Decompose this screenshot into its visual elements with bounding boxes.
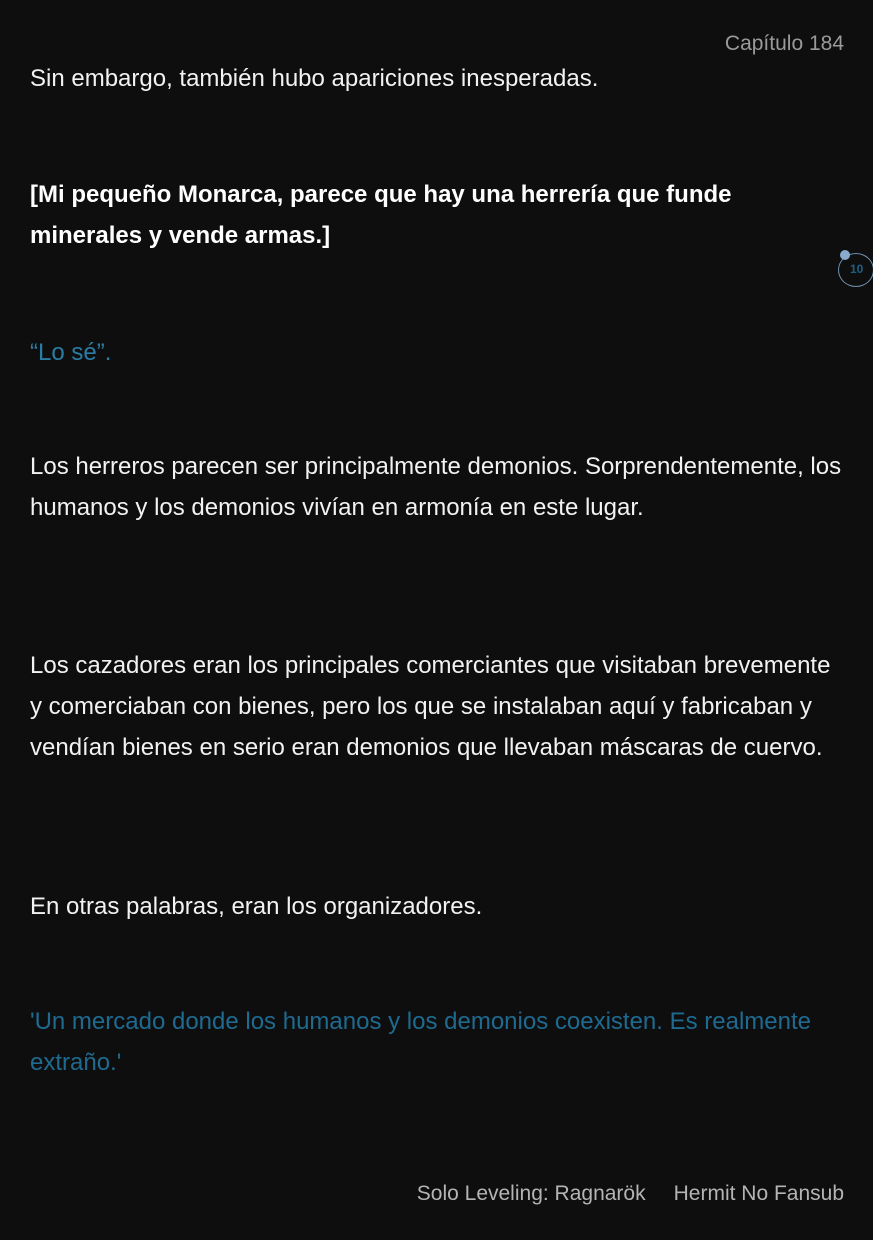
novel-title: Solo Leveling: Ragnarök — [416, 1182, 646, 1205]
footer — [417, 1182, 844, 1206]
dialogue-paragraph: “Lo sé”. — [30, 339, 112, 366]
comment-count: 10 — [850, 262, 864, 276]
paragraph: Los cazadores eran los principales comerciantes que visitaban brevemente y comerciaban con bienes, pero los que se instalaban aquí y fabricaban y vendían bienes en serio eran demonios que llevaban máscaras de cuervo. — [30, 652, 831, 761]
thought-paragraph: 'Un mercado donde los humanos y los demonios coexisten. Es realmente extraño.' — [30, 1008, 811, 1076]
badge-dot-icon — [840, 250, 850, 260]
translator-name: Hermit No Fansub — [673, 1182, 844, 1205]
paragraph: En otras palabras, eran los organizadores. — [30, 893, 483, 920]
paragraph: Los herreros parecen ser principalmente demonios. Sorprendentemente, los humanos y los demonios vivían en armonía en este lugar. — [30, 453, 842, 521]
chapter-title: Capítulo 184 — [724, 32, 844, 55]
comment-count-badge[interactable] — [838, 253, 873, 287]
system-message-paragraph: [Mi pequeño Monarca, parece que hay una herrería que funde minerales y vende armas.] — [30, 181, 732, 249]
paragraph: Sin embargo, también hubo apariciones inesperadas. — [30, 65, 599, 92]
